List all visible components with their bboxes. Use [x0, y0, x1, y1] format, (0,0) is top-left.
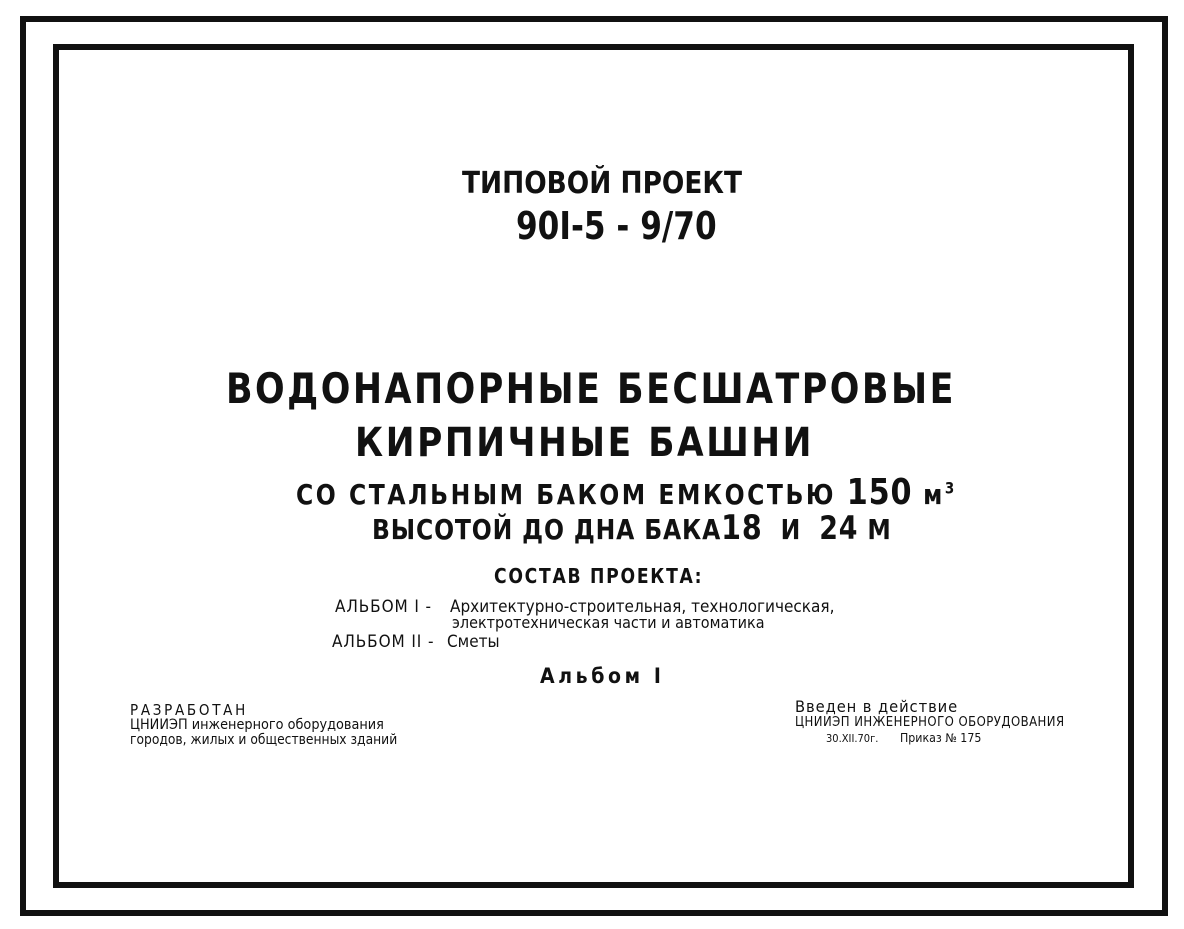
title-line-3 — [296, 472, 1083, 513]
introduced-heading: Введен в действие — [795, 697, 959, 716]
composition-heading: СОСТАВ ПРОЕКТА: — [494, 564, 704, 588]
height-unit: М — [867, 513, 892, 546]
height-value-1: 18 — [721, 508, 763, 548]
album-caption: Альбом I — [540, 664, 665, 688]
introduced-date: 30.XII.70г. — [826, 732, 879, 745]
height-conj: И — [780, 513, 802, 546]
developer-line-2: городов, жилых и общественных зданий — [130, 732, 398, 748]
order-number: 175 — [960, 731, 982, 745]
height-value-2: 24 — [819, 509, 859, 547]
title-line-2: КИРПИЧНЫЕ БАШНИ — [355, 420, 815, 466]
project-number: 90I-5 - 9/70 — [516, 204, 717, 248]
capacity-value: 150 — [846, 472, 913, 513]
introduced-order — [900, 731, 988, 745]
album-1-label: АЛЬБОМ I - — [335, 597, 432, 617]
capacity-unit: $м^3$ — [923, 478, 957, 511]
album-1-text-line-1: Архитектурно-строительная, технологическая, — [450, 597, 835, 617]
capacity-text: СО СТАЛЬНЫМ БАКОМ ЕМКОСТЬЮ — [296, 478, 837, 511]
title-line-1: ВОДОНАПОРНЫЕ БЕСШАТРОВЫЕ — [226, 364, 956, 413]
album-2-label: АЛЬБОМ II - — [332, 632, 435, 652]
album-2-text: Сметы — [447, 632, 500, 652]
project-label: ТИПОВОЙ ПРОЕКТ — [462, 166, 743, 201]
developer-line-1: ЦНИИЭП инженерного оборудования — [130, 717, 384, 733]
order-label: Приказ № — [900, 731, 957, 745]
album-1-text-line-2: электротехническая части и автоматика — [452, 613, 765, 632]
title-line-4 — [372, 508, 991, 548]
height-text: ВЫСОТОЙ ДО ДНА БАКА — [372, 513, 722, 546]
introduced-line-1: ЦНИИЭП ИНЖЕНЕРНОГО ОБОРУДОВАНИЯ — [795, 715, 1065, 730]
developer-heading: РАЗРАБОТАН — [130, 701, 248, 719]
